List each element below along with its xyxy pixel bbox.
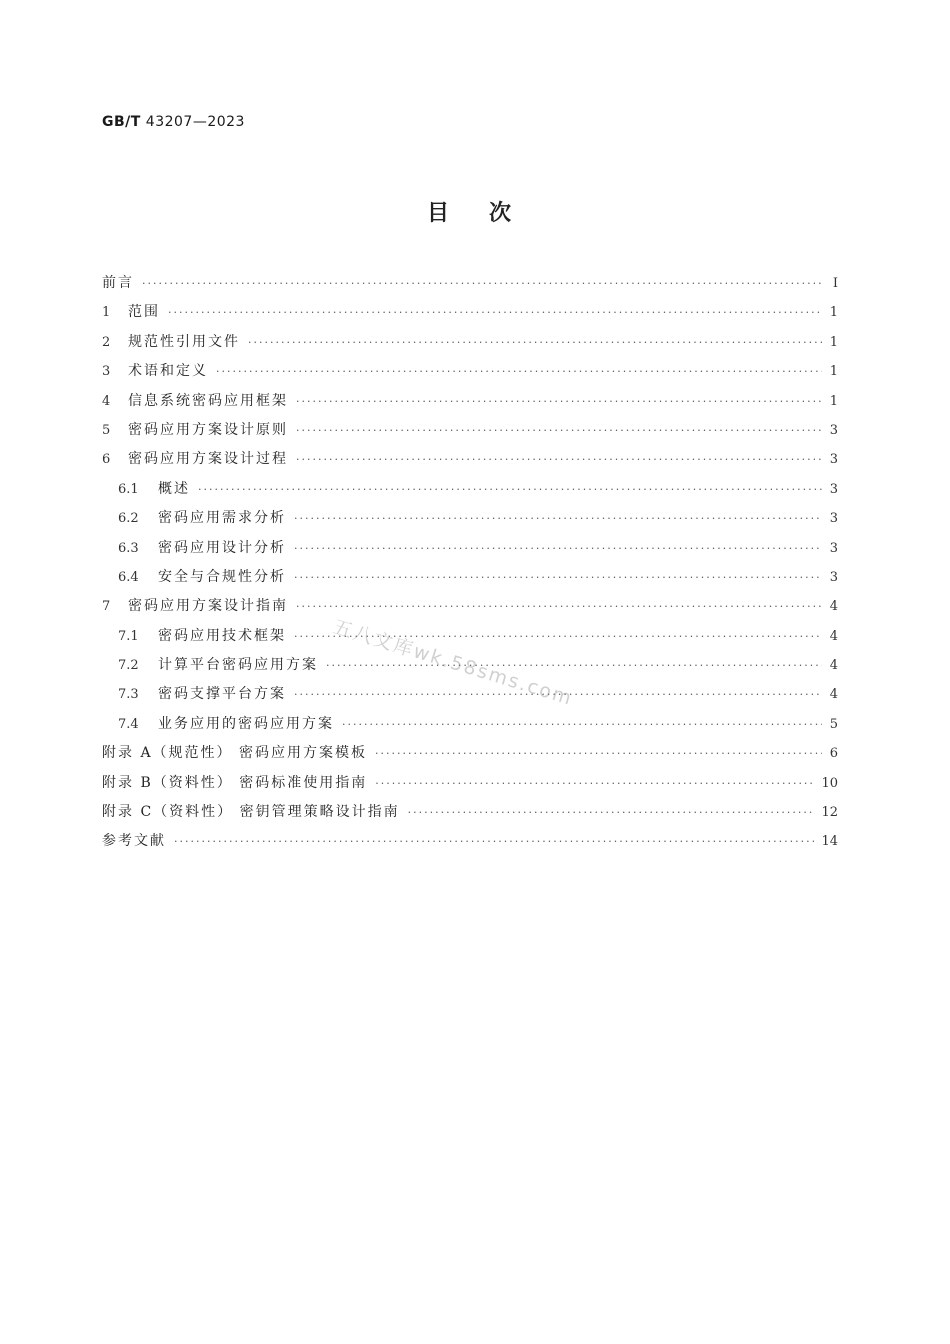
toc-entry-number: 7.1: [118, 628, 139, 644]
toc-entry-title: 前言: [102, 275, 134, 291]
toc-entry-title: 密码应用方案设计原则: [128, 421, 288, 438]
toc-leader-dots: [296, 600, 822, 613]
toc-leader-dots: [168, 306, 822, 319]
toc-entry[interactable]: [102, 772, 838, 801]
toc-entry-number: 6.4: [118, 569, 139, 585]
toc-entry-number: 7: [102, 599, 111, 615]
standard-code: [102, 114, 245, 130]
toc-entry-number: 6.2: [118, 511, 139, 527]
toc-entry-title: 密码应用设计分析: [158, 539, 286, 556]
toc-entry-number: 5: [102, 422, 111, 438]
toc-leader-dots: [342, 718, 822, 731]
toc-entry[interactable]: [102, 830, 838, 859]
standard-number: 43207—2023: [145, 114, 245, 130]
toc-entry-number: 4: [102, 393, 111, 409]
toc-entry-page: I: [832, 276, 838, 291]
toc-entry-title: 密码应用方案设计过程: [128, 451, 288, 468]
toc-entry-title: 计算平台密码应用方案: [158, 657, 318, 674]
toc-entry-page: 6: [829, 746, 838, 762]
toc-entry-page: 4: [829, 658, 838, 674]
toc-leader-dots: [216, 365, 822, 378]
toc-leader-dots: [294, 512, 822, 525]
toc-entry[interactable]: [102, 360, 838, 389]
toc-entry-number: 3: [102, 364, 111, 380]
toc-entry-title: 安全与合规性分析: [158, 568, 286, 585]
toc-entry[interactable]: [102, 537, 838, 566]
toc-entry[interactable]: [102, 301, 838, 330]
page-title: 目次: [426, 201, 551, 226]
toc-entry-page: 5: [829, 716, 838, 732]
toc-entry[interactable]: [102, 713, 838, 742]
toc-entry-page: 14: [821, 834, 838, 850]
toc-entry-page: 4: [829, 687, 838, 703]
toc-leader-dots: [296, 453, 822, 466]
toc-entry-number: 6: [102, 452, 111, 468]
toc-entry-title: 信息系统密码应用框架: [128, 392, 288, 409]
toc-entry-page: 4: [829, 628, 838, 644]
toc-leader-dots: [248, 336, 822, 349]
table-of-contents: [102, 272, 838, 860]
toc-leader-dots: [198, 483, 822, 496]
toc-entry-title: 密码应用方案设计指南: [128, 598, 288, 615]
toc-entry-page: 12: [821, 805, 838, 821]
toc-entry[interactable]: [102, 272, 838, 301]
toc-entry-title: 附录 C（资料性） 密钥管理策略设计指南: [102, 804, 400, 821]
standard-prefix: GB/T: [102, 114, 141, 130]
toc-entry-page: 1: [829, 393, 838, 409]
toc-entry-page: 10: [821, 775, 838, 791]
toc-leader-dots: [375, 777, 815, 790]
toc-entry-page: 3: [829, 511, 838, 527]
toc-entry-number: 6.3: [118, 540, 139, 556]
watermark: 五八文库wk.58sms.com: [330, 615, 576, 710]
toc-entry-page: 1: [829, 334, 838, 350]
toc-entry[interactable]: [102, 683, 838, 712]
toc-entry-number: 2: [102, 334, 111, 350]
toc-entry-title: 附录 A（规范性） 密码应用方案模板: [102, 745, 368, 762]
toc-entry[interactable]: [102, 595, 838, 624]
toc-entry[interactable]: [102, 566, 838, 595]
toc-entry-page: 1: [829, 364, 838, 380]
toc-entry-page: 3: [829, 481, 838, 497]
toc-leader-dots: [296, 395, 822, 408]
toc-entry[interactable]: [102, 390, 838, 419]
toc-leader-dots: [294, 571, 822, 584]
toc-leader-dots: [294, 542, 822, 555]
toc-entry-title: 规范性引用文件: [128, 333, 240, 350]
toc-entry-page: 3: [829, 452, 838, 468]
toc-entry-title: 范围: [128, 304, 160, 321]
toc-entry[interactable]: [102, 742, 838, 771]
toc-entry-number: 7.4: [118, 716, 139, 732]
toc-entry-title: 概述: [158, 480, 190, 497]
toc-entry[interactable]: [102, 331, 838, 360]
toc-entry-title: 业务应用的密码应用方案: [158, 715, 334, 732]
toc-entry-title: 附录 B（资料性） 密码标准使用指南: [102, 774, 368, 791]
toc-entry-title: 密码支撑平台方案: [158, 686, 286, 703]
toc-entry-page: 4: [829, 599, 838, 615]
toc-entry-page: 1: [829, 305, 838, 321]
toc-entry-page: 3: [829, 540, 838, 556]
toc-leader-dots: [326, 659, 822, 672]
toc-entry-title: 术语和定义: [128, 363, 208, 380]
toc-entry-number: 7.3: [118, 687, 139, 703]
toc-leader-dots: [142, 277, 822, 290]
toc-entry[interactable]: [102, 478, 838, 507]
toc-entry[interactable]: [102, 507, 838, 536]
toc-entry-title: 参考文献: [102, 833, 166, 850]
toc-entry-page: 3: [829, 422, 838, 438]
toc-entry-title: 密码应用技术框架: [158, 627, 286, 644]
toc-entry-number: 6.1: [118, 481, 139, 497]
toc-entry[interactable]: [102, 625, 838, 654]
toc-entry-number: 1: [102, 305, 111, 321]
toc-entry-page: 3: [829, 569, 838, 585]
toc-entry-title: 密码应用需求分析: [158, 510, 286, 527]
toc-entry[interactable]: [102, 801, 838, 830]
toc-leader-dots: [408, 806, 816, 819]
toc-leader-dots: [296, 424, 822, 437]
toc-leader-dots: [174, 835, 815, 848]
toc-entry-number: 7.2: [118, 658, 139, 674]
toc-leader-dots: [375, 747, 822, 760]
toc-entry[interactable]: [102, 419, 838, 448]
toc-entry[interactable]: [102, 448, 838, 477]
